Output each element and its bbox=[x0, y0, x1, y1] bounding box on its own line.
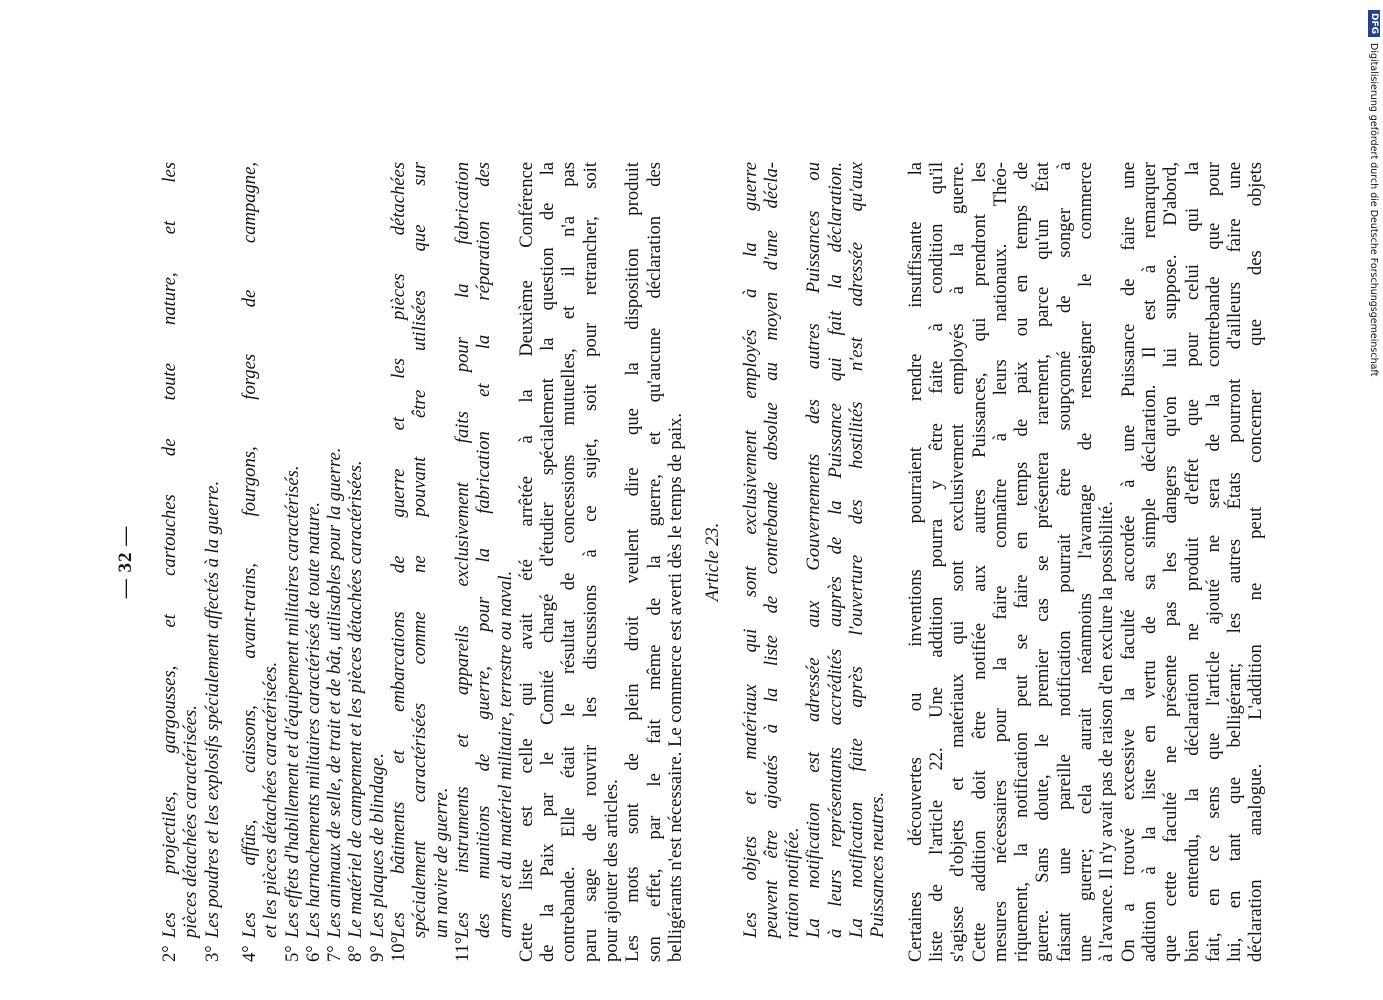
line-text: son effet, par le fait même de la guerre, et qu'aucune déclaration des bbox=[643, 162, 665, 962]
line-text: à leurs représentants accrédités auprès de la Puissance qui fait la déclaration. bbox=[824, 162, 846, 938]
item-number: 7° bbox=[324, 945, 346, 962]
text-line bbox=[644, 162, 666, 962]
text-line bbox=[1139, 162, 1161, 962]
item-number: 11° bbox=[451, 936, 473, 962]
line-text: Puissances neutres. bbox=[867, 792, 889, 938]
line-text: que cette faculté ne présente pas les dangers qu'on lui suppose. D'abord, bbox=[1160, 162, 1182, 962]
line-text: peuvent être ajoutés à la liste de contrebande absolue au moyen d'une décla- bbox=[760, 162, 782, 938]
text-line bbox=[452, 162, 474, 962]
line-text: spécialement caractérisées comme ne pouvant être utilisées que sur bbox=[409, 162, 431, 938]
line-text: Les bâtiments et embarcations de guerre et les pièces détachées bbox=[388, 162, 409, 938]
text-line bbox=[1160, 162, 1182, 962]
text-line bbox=[558, 162, 580, 962]
line-text: de la Paix par le Comité chargé d'étudier spécialement la question de la bbox=[537, 162, 559, 962]
line-text: un navire de guerre. bbox=[430, 787, 452, 938]
text-line bbox=[180, 162, 202, 938]
line-text: des munitions de guerre, pour la fabrication et la réparation des bbox=[473, 162, 495, 938]
text-line bbox=[1118, 162, 1140, 962]
line-text: contrebande. Elle était le résultat de concessions mutuelles, et il n'a pas bbox=[558, 162, 580, 962]
text-line bbox=[969, 162, 991, 962]
item-number: 10° bbox=[388, 935, 409, 962]
text-line bbox=[473, 162, 495, 938]
text-line bbox=[1245, 162, 1267, 962]
text-line bbox=[947, 162, 969, 962]
line-text: Les animaux de selle, de trait et de bât, utilisables pour la guerre. bbox=[324, 447, 346, 938]
item-number: 5° bbox=[281, 945, 303, 962]
line-text: déclaration analogue. L'addition ne peut concerner que des objets bbox=[1245, 162, 1267, 962]
line-text: pour ajouter des articles. bbox=[601, 779, 622, 962]
text-line bbox=[761, 162, 783, 938]
line-text: Les plaques de blindage. bbox=[366, 753, 388, 938]
item-number: 9° bbox=[366, 945, 388, 962]
page-number: — 32 — bbox=[115, 525, 136, 599]
text-line bbox=[905, 162, 927, 962]
dfg-logo: DFG bbox=[1368, 10, 1380, 37]
item-number: 3° bbox=[201, 945, 223, 962]
text-line bbox=[282, 162, 304, 962]
text-line bbox=[516, 162, 538, 962]
text-line bbox=[803, 162, 825, 938]
line-text: Les poudres et les explosifs spécialement affectés à la guerre. bbox=[201, 480, 223, 938]
text-line bbox=[825, 162, 847, 938]
dfg-watermark bbox=[1366, 10, 1382, 390]
text-line bbox=[409, 162, 431, 938]
line-text: Les harnachements militaires caractérisés de toute nature. bbox=[302, 501, 324, 938]
rotated-text-block bbox=[115, 162, 1341, 962]
line-text: addition à la liste en vertu de sa simple déclaration. Il est à remarquer bbox=[1138, 162, 1160, 962]
text-line bbox=[926, 162, 948, 962]
line-text: On a trouvé excessive la faculté accordée à une Puissance de faire une bbox=[1117, 162, 1139, 962]
line-text: s'agisse d'objets et matériaux qui sont exclusivement employés à la guerre. bbox=[947, 162, 969, 962]
item-number: 8° bbox=[345, 945, 367, 962]
text-line bbox=[1096, 162, 1118, 962]
line-text: Article 23. bbox=[702, 522, 724, 602]
line-text: faisant une pareille notification pourrait être soupçonné de songer à bbox=[1053, 162, 1075, 962]
line-text: bien entendu, la déclaration ne produit d'effet que pour celui qui la bbox=[1181, 162, 1203, 962]
line-text: fait, en ce sens que l'article ajouté ne sera de la contrebande que pour bbox=[1202, 162, 1224, 962]
text-line bbox=[580, 162, 602, 962]
line-text: liste de l'article 22. Une addition pourra y être faite à condition qu'il bbox=[925, 162, 947, 962]
text-line bbox=[1054, 162, 1076, 962]
line-text: Le matériel de campement et les pièces détachées caractérisées. bbox=[345, 460, 367, 938]
line-text: Les projectiles, gargousses, et cartouches de toute nature, et les bbox=[159, 162, 180, 938]
text-line bbox=[159, 162, 181, 962]
line-text: riquement, la notification peut se faire en temps de paix ou en temps de bbox=[1011, 162, 1033, 962]
text-line bbox=[260, 162, 282, 938]
line-text: pièces détachées caractérisées. bbox=[180, 705, 202, 938]
line-text: Les effets d'habillement et d'équipement militaires caractérisés. bbox=[281, 465, 303, 938]
text-line bbox=[202, 162, 224, 962]
line-text: Certaines découvertes ou inventions pourraient rendre insuffisante la bbox=[904, 162, 926, 962]
text-line bbox=[782, 162, 804, 938]
item-number: 2° bbox=[159, 945, 180, 962]
line-text: Les objets et matériaux qui sont exclusivement employés à la guerre bbox=[739, 162, 761, 938]
line-text: Cette liste est celle qui avait été arrêtée à la Deuxième Conférence bbox=[515, 162, 537, 962]
text-line bbox=[1075, 162, 1097, 962]
line-text: La notification est adressée aux Gouvernements des autres Puissances ou bbox=[803, 162, 825, 938]
text-line bbox=[846, 162, 868, 938]
dfg-credit-text: Digitalisierung gefördert durch die Deutsche Forschungsgemeinschaft bbox=[1368, 43, 1380, 377]
text-line bbox=[537, 162, 559, 962]
text-line bbox=[990, 162, 1012, 962]
text-line bbox=[1224, 162, 1246, 962]
line-text: paru sage de rouvrir les discussions à ce sujet, soit pour retrancher, soit bbox=[579, 162, 601, 962]
line-text: ration notifiée. bbox=[782, 827, 804, 938]
line-text: mesures nécessaires pour la faire connaître à leurs nationaux. Théo- bbox=[989, 162, 1011, 962]
line-text: guerre. Sans doute, le premier cas se présentera rarement, parce qu'un État bbox=[1032, 162, 1054, 962]
line-text: Les affûts, caissons, avant-trains, fourgons, forges de campagne, bbox=[238, 162, 260, 938]
text-line bbox=[431, 162, 453, 938]
line-text: Cette addition doit être notifiée aux autres Puissances, qui prendront les bbox=[968, 162, 990, 962]
text-line bbox=[702, 162, 724, 962]
text-line bbox=[1032, 162, 1054, 962]
line-text: lui, en tant que belligérant; les autres États pourront d'ailleurs faire une bbox=[1224, 162, 1246, 962]
text-line bbox=[388, 162, 410, 962]
text-line bbox=[495, 162, 517, 938]
line-text: Les instruments et appareils exclusivement faits pour la fabrication bbox=[451, 162, 473, 938]
text-line bbox=[622, 162, 644, 962]
text-line bbox=[239, 162, 261, 962]
line-text: Les mots sont de plein droit veulent dire que la disposition produit bbox=[622, 162, 644, 962]
text-line bbox=[1182, 162, 1204, 962]
line-text: belligérants n'est nécessaire. Le commerce est averti dès le temps de paix. bbox=[664, 412, 686, 962]
text-line bbox=[303, 162, 325, 962]
line-text: armes et du matériel militaire, terrestre ou naval. bbox=[494, 570, 516, 938]
text-column bbox=[115, 162, 1341, 962]
item-number: 6° bbox=[302, 945, 324, 962]
text-line bbox=[345, 162, 367, 962]
text-line bbox=[367, 162, 389, 962]
line-text: une guerre; cela aurait néanmoins l'avantage de renseigner le commerce bbox=[1075, 162, 1096, 962]
line-text: et les pièces détachées caractérisées. bbox=[260, 661, 282, 938]
item-number: 4° bbox=[238, 945, 260, 962]
text-line bbox=[867, 162, 889, 938]
line-text: La notification faite après l'ouverture des hostilités n'est adressée qu'aux bbox=[846, 162, 867, 938]
text-line bbox=[324, 162, 346, 962]
text-line bbox=[665, 162, 687, 962]
text-line bbox=[1011, 162, 1033, 962]
text-line bbox=[740, 162, 762, 938]
text-line bbox=[601, 162, 623, 962]
line-text: à l'avance. Il n'y avait pas de raison d'en exclure la possibilité. bbox=[1096, 501, 1118, 962]
text-line bbox=[1203, 162, 1225, 962]
